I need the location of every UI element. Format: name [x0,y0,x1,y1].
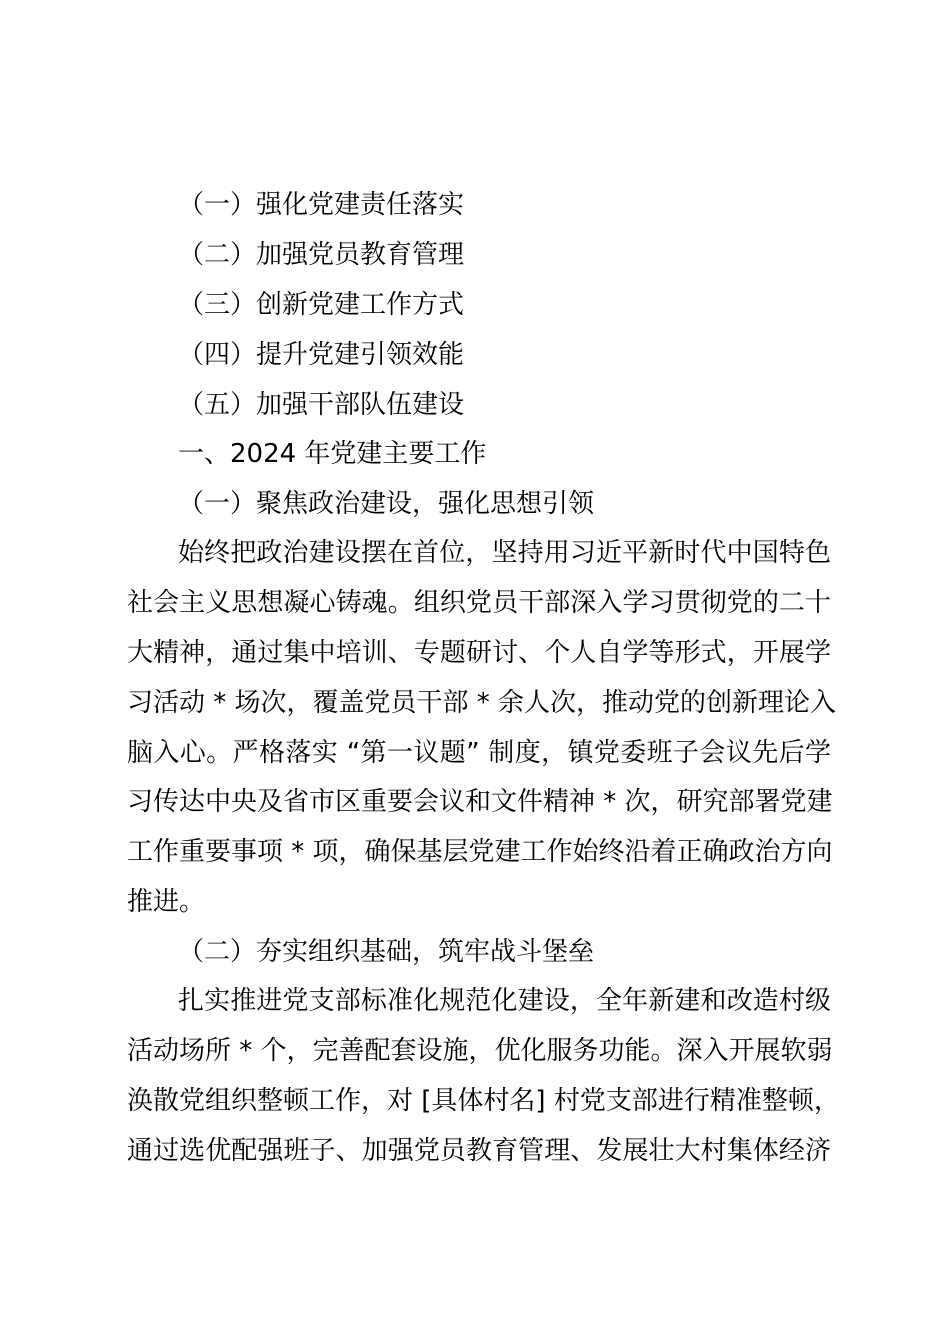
toc-item-4: （四）提升党建引领效能 [178,340,465,370]
paragraph-line: 扎实推进党支部标准化规范化建设，全年新建和改造村级 [178,986,831,1016]
toc-item-3: （三）创新党建工作方式 [178,290,465,320]
paragraph-line: 社会主义思想凝心铸魂。组织党员干部深入学习贯彻党的二十 [127,588,831,618]
toc-item-1: （一）强化党建责任落实 [178,190,465,220]
subsection-title-2: （二）夯实组织基础，筑牢战斗堡垒 [178,937,595,967]
paragraph-line: 活动场所 * 个，完善配套设施，优化服务功能。深入开展软弱 [127,1036,833,1066]
paragraph-line: 习传达中央及省市区重要会议和文件精神 * 次，研究部署党建 [127,787,833,817]
paragraph-line: 推进。 [127,887,206,917]
paragraph-line: 脑入心。严格落实 “第一议题” 制度，镇党委班子会议先后学 [127,738,831,768]
paragraph-line: 习活动 * 场次，覆盖党员干部 * 余人次，推动党的创新理论入 [127,688,837,718]
toc-item-5: （五）加强干部队伍建设 [178,390,465,420]
paragraph-line: 工作重要事项 * 项，确保基层党建工作始终沿着正确政治方向 [127,837,833,867]
paragraph-line: 涣散党组织整顿工作，对 [具体村名] 村党支部进行精准整顿， [127,1086,840,1116]
subsection-title-1: （一）聚焦政治建设，强化思想引领 [178,489,595,519]
paragraph-line: 始终把政治建设摆在首位，坚持用习近平新时代中国特色 [178,538,831,568]
paragraph-line: 大精神，通过集中培训、专题研讨、个人自学等形式，开展学 [127,638,831,668]
toc-item-2: （二）加强党员教育管理 [178,240,465,270]
paragraph-line: 通过选优配强班子、加强党员教育管理、发展壮大村集体经济 [127,1136,831,1166]
section-heading: 一、2024 年党建主要工作 [178,439,487,469]
